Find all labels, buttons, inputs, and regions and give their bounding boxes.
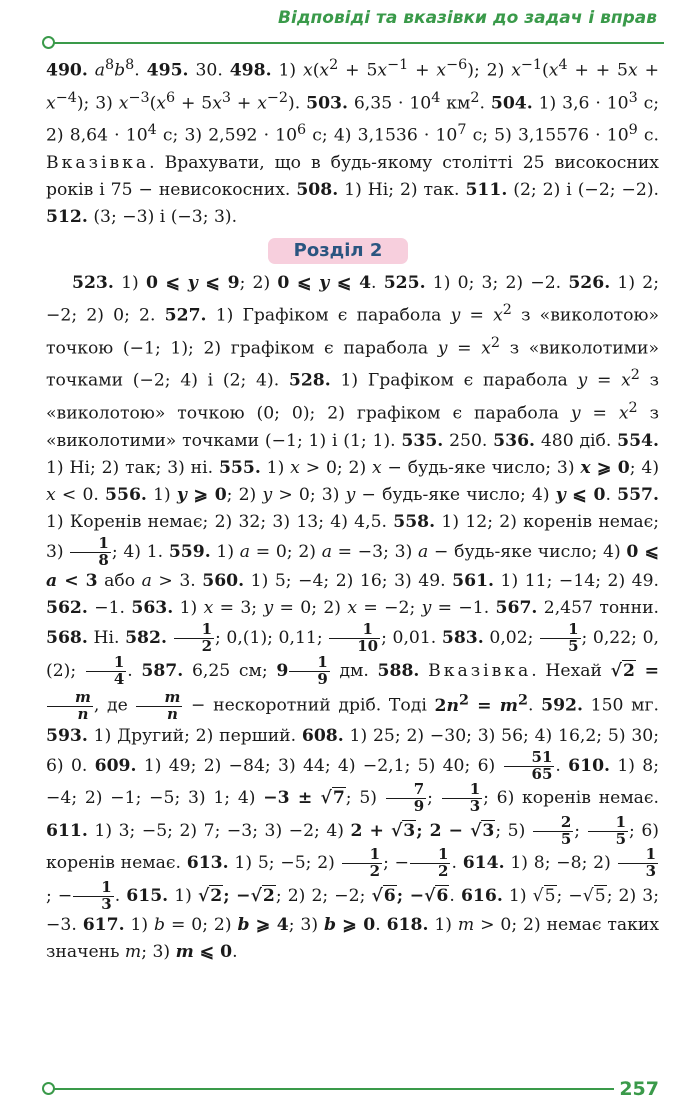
answers-block-2: 523. 1) 0 ⩽ y ⩽ 9; 2) 0 ⩽ y ⩽ 4. 525. 1) 0; 3; 2) −2. 526. 1) 2; −2; 2) 0; 2. 527. 1) Графіком є парабола $y = x^2$ з «виколотою» точкою (−1; 1); 2) графіком є парабола $y = x^2$ з «виколотими» точками (−2; 4) і (2; 4). 528. 1) Графіком є парабола $y = x^2$ з «виколотою» точкою (0; 0); 2) графіком є парабола $y = x^2$ з «виколотими» точками (−1; 1) і (1; 1). 535. 250. 536. 480 діб. 554. 1) Ні; 2) так; 3) ні. 555. 1) x > 0; 2) x − будь-яке число; 3) x ⩾ 0; 4) x < 0. 556. 1) y ⩾ 0; 2) y > 0; 3) y − будь-яке число; 4) y ⩽ 0. 557. 1) Коренів немає; 2) 32; 3) 13; 4) 4,5. 558. 1) 12; 2) коренів немає; 3) $\frac{1}{8}$ ; 4) 1. 559. 1) a = 0; 2) a = −3; 3) a − будь-яке число; 4) 0 ⩽ a < 3 або a > 3. 560. 1) 5; −4; 2) 16; 3) 49. 561. 1) 11; −14; 2) 49. 562. −1. 563. 1) x = 3; y = 0; 2) x = −2; y = −1. 567. 2,457 тонни. 568. Ні. 582. $\frac{1}{2}$ ; 0,(1); 0,11; $\frac{1}{10}$ ; 0,01. 583. 0,02; $\frac{1}{5}$ ; 0,22; 0,(2); $\frac{1}{4}$ . 587. 6,25 см; 9 $\frac{1}{9}$ дм. 588. Вказівка. Нехай √2 = $\frac{m}{n}$ , де $\frac{m}{n}$ − нескоротний дріб. Тоді $2n^2 = m^2$. 592. 150 мг. 593. 1) Другий; 2) перший. 608. 1) 25; 2) −30; 3) 56; 4) 16,2; 5) 30; 6) 0. 609. 1) 49; 2) −84; 3) 44; 4) −2,1; 5) 40; 6) $\frac{51}{65}$ . 610. 1) 8; −4; 2) −1; −5; 3) 1; 4) −3 ± √7; 5) $\frac{7}{9}$ ; $\frac{1}{3}$ ; 6) коренів немає. 611. 1) 3; −5; 2) 7; −3; 3) −2; 4) 2 + √3; 2 − √3; 5) $\frac{2}{5}$ ; $\frac{1}{5}$ ; 6) коренів немає. 613. 1) 5; −5; 2) $\frac{1}{2}$ ; − $\frac{1}{2}$ . 614. 1) 8; −8; 2) $\frac{1}{3}$ ; − $\frac{1}{3}$ . 615. 1) √2; −√2; 2) 2; −2; √6; −√6. 616. 1) √5; −√5; 2) 3; −3. 617. 1) b = 0; 2) b ⩾ 4; 3) b ⩾ 0. 618. 1) m > 0; 2) немає таких значень m; 3) m ⩽ 0. xyxy=(46,273,660,963)
section-badge: Розділ 2 xyxy=(268,238,408,264)
footer-rule xyxy=(54,1088,614,1090)
running-header: Відповіді та вказівки до задач і вправ xyxy=(278,8,657,28)
footer-rule-dot xyxy=(42,1082,55,1095)
page-number: 257 xyxy=(619,1078,659,1100)
header-rule-dot xyxy=(42,36,55,49)
answers-block-1: 490. $a^8b^8$. 495. 30. 498. 1) $x(x^2 + 5x^{-1} + x^{-6})$; 2) $x^{-1}(x^4$ + + $5x + x^{-4}$); 3) $x^{-3}(x^6 + 5x^3 + x^{-2})$. 503. $6,35 \cdot 10^4$ $км^2$. 504. 1) $3,6 \cdot 10^3$ с; 2) $8,64 \cdot 10^4$ с; 3) $2,592 \cdot 10^6$ с; 4) $3,1536 \cdot 10^7$ с; 5) $3,15576 \cdot 10^9$ с. Вказівка. Врахувати, що в будь-якому столітті 25 високосних років і 75 − невисокосних. 508. 1) Ні; 2) так. 511. (2; 2) і (−2; −2). 512. (3; −3) і (−3; 3). xyxy=(46,57,660,228)
header-rule xyxy=(54,42,664,44)
